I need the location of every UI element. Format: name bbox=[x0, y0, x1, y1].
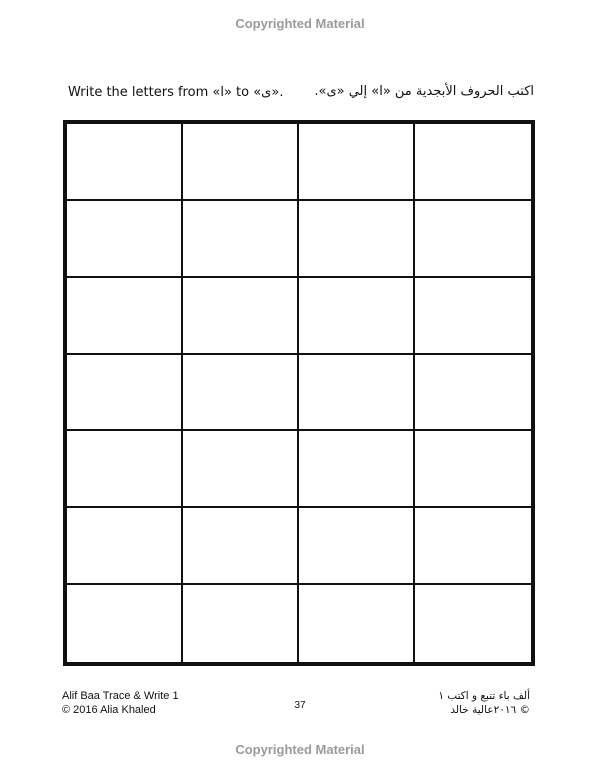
footer-right bbox=[438, 689, 530, 717]
writing-cell bbox=[67, 201, 183, 278]
writing-cell bbox=[415, 124, 531, 201]
writing-cell bbox=[299, 124, 415, 201]
writing-cell bbox=[415, 355, 531, 432]
writing-grid bbox=[63, 120, 535, 666]
instruction-english: Write the letters from «ا» to «ى». bbox=[68, 85, 284, 100]
writing-cell bbox=[415, 278, 531, 355]
writing-cell bbox=[299, 201, 415, 278]
page-number: 37 bbox=[294, 700, 306, 711]
writing-cell bbox=[183, 585, 299, 662]
writing-cell bbox=[67, 355, 183, 432]
writing-cell bbox=[183, 201, 299, 278]
copyright-arabic: © ٢٠١٦عالية خالد bbox=[450, 704, 530, 716]
writing-cell bbox=[415, 508, 531, 585]
writing-cell bbox=[299, 355, 415, 432]
book-title-arabic: ألف باء تتبع و اكتب ١ bbox=[438, 690, 530, 702]
writing-cell bbox=[67, 278, 183, 355]
writing-cell bbox=[299, 585, 415, 662]
writing-cell bbox=[299, 508, 415, 585]
book-title-english: Alif Baa Trace & Write 1 bbox=[62, 690, 179, 702]
writing-cell bbox=[299, 278, 415, 355]
writing-cell bbox=[183, 278, 299, 355]
writing-cell bbox=[183, 124, 299, 201]
writing-cell bbox=[183, 431, 299, 508]
writing-cell bbox=[67, 585, 183, 662]
writing-cell bbox=[183, 508, 299, 585]
watermark-top: Copyrighted Material bbox=[235, 16, 365, 31]
watermark-bottom: Copyrighted Material bbox=[235, 742, 365, 757]
writing-cell bbox=[67, 508, 183, 585]
writing-cell bbox=[415, 201, 531, 278]
writing-cell bbox=[67, 431, 183, 508]
writing-cell bbox=[183, 355, 299, 432]
writing-cell bbox=[67, 124, 183, 201]
writing-cell bbox=[299, 431, 415, 508]
writing-cell bbox=[415, 585, 531, 662]
copyright-english: © 2016 Alia Khaled bbox=[62, 704, 156, 716]
instruction-arabic: اكتب الحروف الأبجدية من «ا» إلي «ى». bbox=[314, 84, 534, 99]
writing-cell bbox=[415, 431, 531, 508]
